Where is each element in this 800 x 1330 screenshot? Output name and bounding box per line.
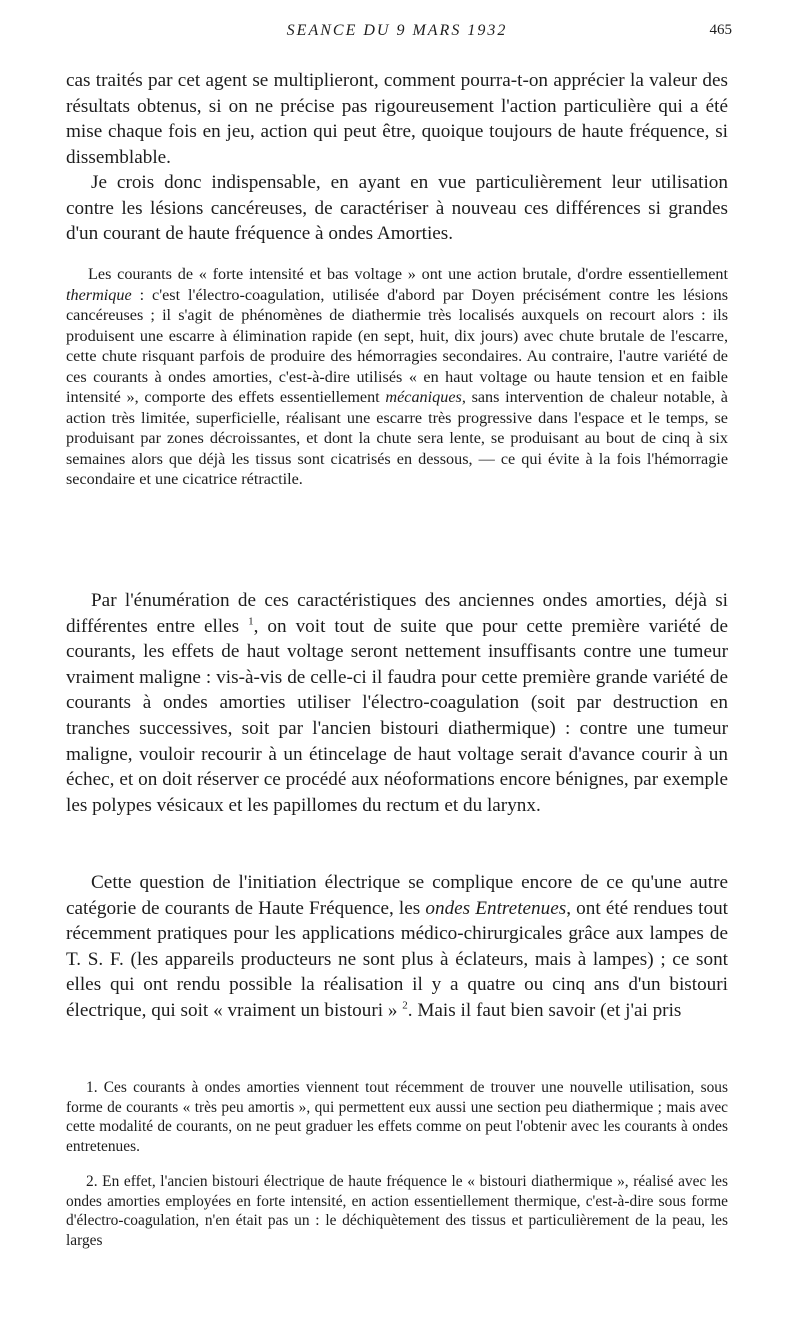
paragraph-4: [66, 588, 728, 818]
p3-text-e: , sans intervention de chaleur notable, à action très limitée, superficielle, réalisant une escarre très progressive dans l'espace et le temps, se produisant par zones décroissantes, et dont la chute sera lente, se produisant au bout de cinq à six semaines alors que déjà les tissus sont cicatrisés en dessous, — ce qui évite à la fois l'hémorragie secondaire et une cicatrice rétractile.: [66, 388, 728, 488]
page-number: 465: [709, 22, 732, 38]
footnote-ref-2: 2: [402, 999, 408, 1012]
footnote-2: 2. En effet, l'ancien bistouri électrique de haute fréquence le « bistouri diathermique », réalisé avec les ondes amorties employées en forte intensité, en action essentiellement thermique, c'est-à-dire sous forme d'électro-coagulation, n'en était pas un : le déchiquètement des tissus et particulièrement de la peau, les larges: [66, 1173, 728, 1250]
running-title: SEANCE DU 9 MARS 1932: [286, 22, 508, 39]
p5-text-d: . Mais il faut bien savoir (et j'ai pris: [407, 999, 682, 1021]
p4-text-b: , on voit tout de suite que pour cette première variété de courants, les effets de haut voltage seront nettement insuffisants contre une tumeur vraiment maligne : vis-à-vis de celle-ci il faudra pour cette première grande variété de courants à ondes amorties utiliser l'électro-coagulation (soit par destruction en tranches successives, soit par l'ancien bistouri diathermique) : contre une tumeur maligne, vouloir recourir à un étincelage de haut voltage serait d'avance courir à un échec, et on doit réserver ce procédé aux néoformations encore bénignes, par exemple les polypes vésicaux et les papillomes du rectum et du larynx.: [66, 615, 728, 816]
p5-text-c: , ont été rendues tout récemment pratiques pour les applications médico-chirurgicales grâce aux lampes de T. S. F. (les appareils producteurs ne sont plus à éclateurs, mais à lampes) ; ce sont elles qui ont rendu possible la réalisation il y a quatre ou cinq ans d'un bistouri électrique, qui soit « vraiment un bistouri »: [66, 897, 728, 1021]
paragraph-2: Je crois donc indispensable, en ayant en vue particulièrement leur utilisation contre les lésions cancéreuses, de caractériser à nouveau ces différences si grandes d'un courant de haute fréquence à ondes Amorties.: [66, 172, 728, 245]
paragraph-1: cas traités par cet agent se multiplieront, comment pourra-t-on apprécier la valeur des résultats obtenus, si on ne précise pas rigoureusement l'action particulière qui a été mise chaque fois en jeu, action qui peut être, quoique toujours de haute fréquence, si dissemblable.: [66, 70, 728, 168]
footnote-ref-1: 1: [248, 615, 254, 628]
p3-emphasis-mecaniques: mécaniques: [385, 388, 462, 406]
footnote-1: 1. Ces courants à ondes amorties viennent tout récemment de trouver une nouvelle utilisation, sous forme de courants « très peu amortis », qui permettent eux aussi une section peu diathermique ; mais avec cette modalité de courants, on ne peut graduer les effets comme on peut l'obtenir avec les courants à ondes entretenues.: [66, 1079, 728, 1156]
p3-text-a: Les courants de « forte intensité et bas voltage » ont une action brutale, d'ordre essentiellement: [88, 265, 728, 283]
running-head: [66, 22, 732, 44]
p3-emphasis-thermique: thermique: [66, 285, 132, 304]
p4-text-a: Par l'énumération de ces caractéristiques des anciennes ondes amorties, déjà si différentes entre elles: [66, 590, 728, 637]
p5-text-a: Cette question de l'initiation électrique se complique encore de ce qu'une autre catégorie de courants de Haute Fréquence, les: [66, 872, 728, 919]
p5-emphasis-ondes-entretenues: ondes Entretenues: [425, 897, 567, 919]
p3-text-c: : c'est l'électro-coagulation, utilisée d'abord par Doyen précisément contre les lésions cancéreuses ; il s'agit de phénomènes de diathermie très localisés auxquels on recourt alors : ils produisent une escarre à élimination rapide (en sept, huit, dix jours) avec chute brutale de l'escarre, cette chute risquant parfois de produire des hémorragies secondaires. Au contraire, l'autre variété de ces courants à ondes amorties, c'est-à-dire utilisés « en haut voltage ou haute tension et en faible intensité », comporte des effets essentiellement: [66, 285, 728, 406]
paragraph-3-quote: [66, 264, 728, 490]
paragraph-5: [66, 870, 728, 1024]
